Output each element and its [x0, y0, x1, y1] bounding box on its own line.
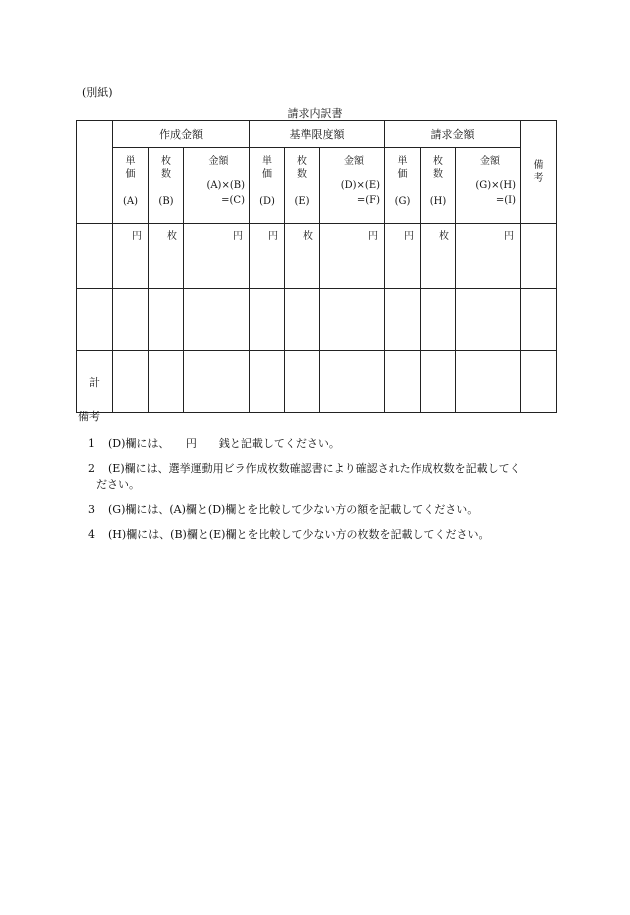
table-cell — [285, 351, 320, 413]
unit-yen-label: 円 — [456, 224, 521, 289]
group-header-standard-limit: 基準限度額 — [250, 121, 385, 148]
remarks-cell — [521, 224, 557, 289]
table-cell — [456, 289, 521, 351]
table-cell — [250, 351, 285, 413]
table-cell — [421, 289, 456, 351]
table-row — [77, 224, 557, 289]
table-cell — [456, 351, 521, 413]
row-label-cell — [77, 289, 113, 351]
unit-yen-label: 円 — [385, 224, 421, 289]
table-cell — [320, 289, 385, 351]
unit-yen-label: 円 — [113, 224, 149, 289]
table-cell — [184, 289, 250, 351]
note-number: 1 — [88, 437, 95, 450]
total-row — [77, 351, 557, 413]
unit-sheets-label: 枚 — [149, 224, 184, 289]
unit-yen-label: 円 — [250, 224, 285, 289]
note-item — [78, 502, 558, 518]
notes-heading: 備考 — [78, 410, 100, 423]
notes-section — [78, 408, 558, 552]
quantity-header: 枚数 (B) — [149, 148, 184, 224]
table-row — [77, 289, 557, 351]
note-number: 3 — [88, 503, 95, 516]
table-cell — [285, 289, 320, 351]
note-number: 4 — [88, 528, 95, 541]
unit-price-header: 単価 (D) — [250, 148, 285, 224]
table-cell — [113, 289, 149, 351]
unit-price-header: 単価 (A) — [113, 148, 149, 224]
row-label-cell — [77, 224, 113, 289]
note-text: (H)欄には、(B)欄と(E)欄とを比較して少ない方の枚数を記載してください。 — [108, 528, 490, 541]
table-cell — [385, 289, 421, 351]
note-item — [78, 527, 558, 543]
note-text-block — [96, 461, 558, 493]
table-cell — [149, 289, 184, 351]
table-cell — [250, 289, 285, 351]
row-label-header-cell — [77, 121, 113, 224]
table-cell — [184, 351, 250, 413]
note-number: 2 — [88, 462, 95, 475]
table-cell — [421, 351, 456, 413]
note-text-continuation: ださい。 — [96, 478, 140, 491]
annex-label: (別紙) — [82, 86, 113, 99]
note-item — [78, 436, 558, 452]
remarks-header: 備考 — [521, 121, 557, 224]
table-cell — [113, 351, 149, 413]
group-header-production: 作成金額 — [113, 121, 250, 148]
amount-header: 金額 (A)×(B) =(C) — [184, 148, 250, 224]
unit-sheets-label: 枚 — [285, 224, 320, 289]
unit-yen-label: 円 — [184, 224, 250, 289]
note-item — [78, 461, 558, 493]
note-text: (G)欄には、(A)欄と(D)欄とを比較して少ない方の額を記載してください。 — [108, 503, 479, 516]
unit-sheets-label: 枚 — [421, 224, 456, 289]
table-cell — [320, 351, 385, 413]
note-text: (E)欄には、選挙運動用ビラ作成枚数確認書により確認された作成枚数を記載してく — [108, 462, 521, 475]
amount-header: 金額 (D)×(E) =(F) — [320, 148, 385, 224]
invoice-breakdown-table — [76, 120, 557, 413]
group-header-claim: 請求金額 — [385, 121, 521, 148]
quantity-header: 枚数 (H) — [421, 148, 456, 224]
remarks-cell — [521, 351, 557, 413]
unit-price-header: 単価 (G) — [385, 148, 421, 224]
total-label: 計 — [77, 351, 113, 413]
remarks-cell — [521, 289, 557, 351]
amount-header: 金額 (G)×(H) =(I) — [456, 148, 521, 224]
table-cell — [385, 351, 421, 413]
table-cell — [149, 351, 184, 413]
note-text: (D)欄には、 円 銭と記載してください。 — [108, 437, 340, 450]
quantity-header: 枚数 (E) — [285, 148, 320, 224]
unit-yen-label: 円 — [320, 224, 385, 289]
page-title: 請求内訳書 — [287, 107, 343, 120]
